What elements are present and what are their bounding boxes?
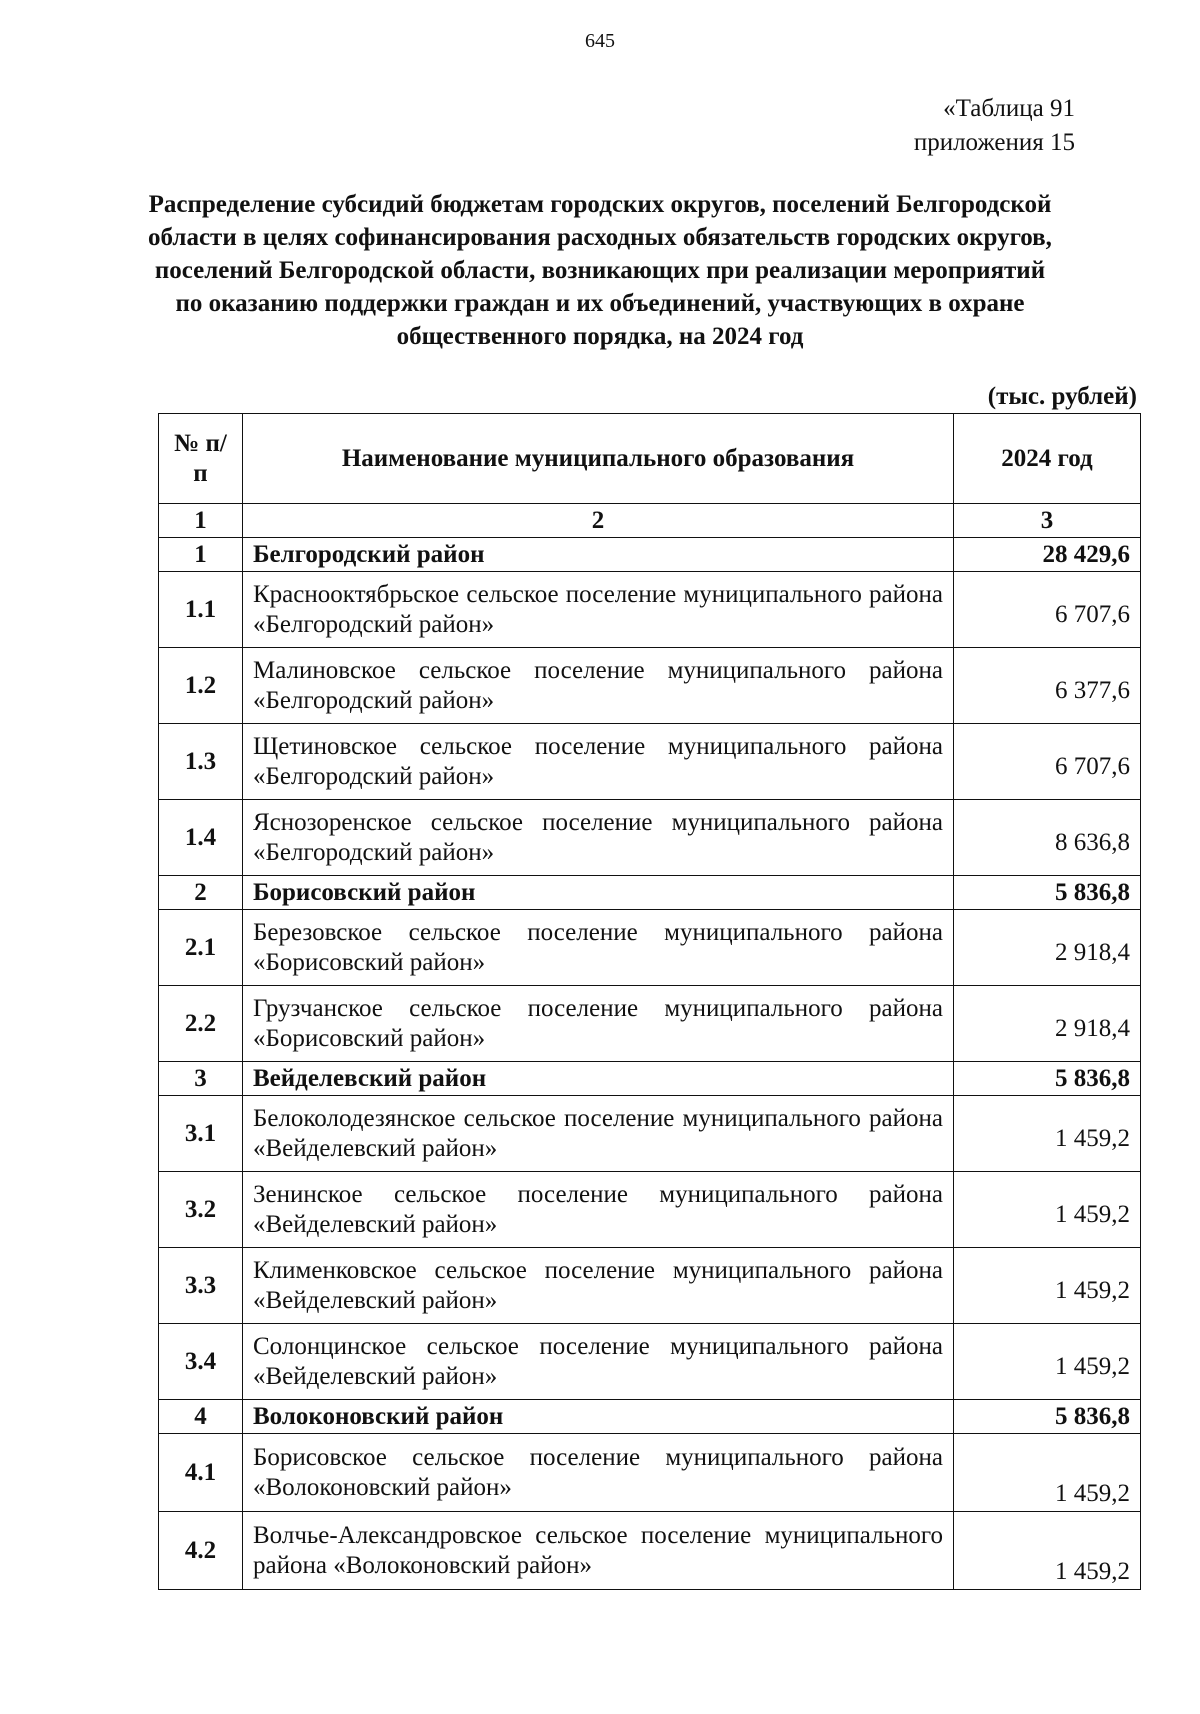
subsidy-value: 28 429,6 xyxy=(954,538,1141,572)
subsidy-value: 1 459,2 xyxy=(954,1324,1141,1400)
municipality-name: Волчье-Александровское сельское поселение муниципального района «Волоконовский район» xyxy=(243,1512,954,1590)
municipality-name: Борисовское сельское поселение муниципального района «Волоконовский район» xyxy=(243,1434,954,1512)
row-number: 4.2 xyxy=(159,1512,243,1590)
table-header-row xyxy=(159,414,1141,504)
row-number: 3.1 xyxy=(159,1096,243,1172)
settlement-row xyxy=(159,1324,1141,1400)
row-number: 2 xyxy=(159,876,243,910)
municipality-name: Вейделевский район xyxy=(243,1062,954,1096)
row-number: 1.3 xyxy=(159,724,243,800)
table-reference-line-2: приложения 15 xyxy=(913,129,1075,156)
settlement-row xyxy=(159,1434,1141,1512)
municipality-name: Березовское сельское поселение муниципального района «Борисовский район» xyxy=(243,910,954,986)
settlement-row xyxy=(159,572,1141,648)
settlement-row xyxy=(159,1512,1141,1590)
table-reference xyxy=(914,92,1075,160)
district-row xyxy=(159,538,1141,572)
document-title: Распределение субсидий бюджетам городских округов, поселений Белгородской области в целях софинансирования расходных обязательств городских округов, поселений Белгородской области, возникающих при реализации мероприятий по оказанию поддержки граждан и их объединений, участвующих в охране общественного порядка, на 2024 год xyxy=(148,191,1052,350)
settlement-row xyxy=(159,1248,1141,1324)
subsidy-table xyxy=(158,413,1141,1590)
units-label: (тыс. рублей) xyxy=(987,383,1137,410)
subsidy-value: 6 377,6 xyxy=(954,648,1141,724)
district-row xyxy=(159,876,1141,910)
municipality-name: Солонцинское сельское поселение муниципального района «Вейделевский район» xyxy=(243,1324,954,1400)
header-year: 2024 год xyxy=(954,414,1141,504)
settlement-row xyxy=(159,1096,1141,1172)
column-number-row xyxy=(159,504,1141,538)
header-municipality-name: Наименование муниципального образования xyxy=(243,414,954,504)
subsidy-value: 1 459,2 xyxy=(954,1096,1141,1172)
table-reference-line-1: «Таблица 91 xyxy=(943,95,1075,122)
row-number: 3 xyxy=(159,1062,243,1096)
settlement-row xyxy=(159,986,1141,1062)
row-number: 1 xyxy=(159,538,243,572)
municipality-name: Малиновское сельское поселение муниципального района «Белгородский район» xyxy=(243,648,954,724)
row-number: 1.4 xyxy=(159,800,243,876)
subsidy-value: 8 636,8 xyxy=(954,800,1141,876)
row-number: 4 xyxy=(159,1400,243,1434)
settlement-row xyxy=(159,724,1141,800)
row-number: 1.2 xyxy=(159,648,243,724)
municipality-name: Краснооктябрьское сельское поселение муниципального района «Белгородский район» xyxy=(243,572,954,648)
subsidy-value: 1 459,2 xyxy=(954,1172,1141,1248)
settlement-row xyxy=(159,1172,1141,1248)
municipality-name: Зенинское сельское поселение муниципального района «Вейделевский район» xyxy=(243,1172,954,1248)
subsidy-value: 2 918,4 xyxy=(954,910,1141,986)
settlement-row xyxy=(159,648,1141,724)
municipality-name: Борисовский район xyxy=(243,876,954,910)
row-number: 4.1 xyxy=(159,1434,243,1512)
subsidy-value: 5 836,8 xyxy=(954,1062,1141,1096)
subsidy-value: 5 836,8 xyxy=(954,1400,1141,1434)
district-row xyxy=(159,1400,1141,1434)
row-number: 1.1 xyxy=(159,572,243,648)
subsidy-value: 2 918,4 xyxy=(954,986,1141,1062)
row-number: 3.3 xyxy=(159,1248,243,1324)
municipality-name: Клименковское сельское поселение муниципального района «Вейделевский район» xyxy=(243,1248,954,1324)
municipality-name: Белоколодезянское сельское поселение муниципального района «Вейделевский район» xyxy=(243,1096,954,1172)
row-number: 3.2 xyxy=(159,1172,243,1248)
municipality-name: Яснозоренское сельское поселение муниципального района «Белгородский район» xyxy=(243,800,954,876)
subsidy-value: 6 707,6 xyxy=(954,572,1141,648)
column-number-2: 2 xyxy=(243,504,954,538)
municipality-name: Щетиновское сельское поселение муниципального района «Белгородский район» xyxy=(243,724,954,800)
row-number: 2.2 xyxy=(159,986,243,1062)
subsidy-value: 6 707,6 xyxy=(954,724,1141,800)
column-number-1: 1 xyxy=(159,504,243,538)
municipality-name: Белгородский район xyxy=(243,538,954,572)
page-number: 645 xyxy=(585,30,615,52)
column-number-3: 3 xyxy=(954,504,1141,538)
subsidy-value: 1 459,2 xyxy=(954,1512,1141,1590)
municipality-name: Грузчанское сельское поселение муниципального района «Борисовский район» xyxy=(243,986,954,1062)
settlement-row xyxy=(159,910,1141,986)
row-number: 2.1 xyxy=(159,910,243,986)
district-row xyxy=(159,1062,1141,1096)
header-number: № п/п xyxy=(159,414,243,504)
row-number: 3.4 xyxy=(159,1324,243,1400)
settlement-row xyxy=(159,800,1141,876)
subsidy-value: 1 459,2 xyxy=(954,1248,1141,1324)
subsidy-value: 5 836,8 xyxy=(954,876,1141,910)
subsidy-value: 1 459,2 xyxy=(954,1434,1141,1512)
municipality-name: Волоконовский район xyxy=(243,1400,954,1434)
